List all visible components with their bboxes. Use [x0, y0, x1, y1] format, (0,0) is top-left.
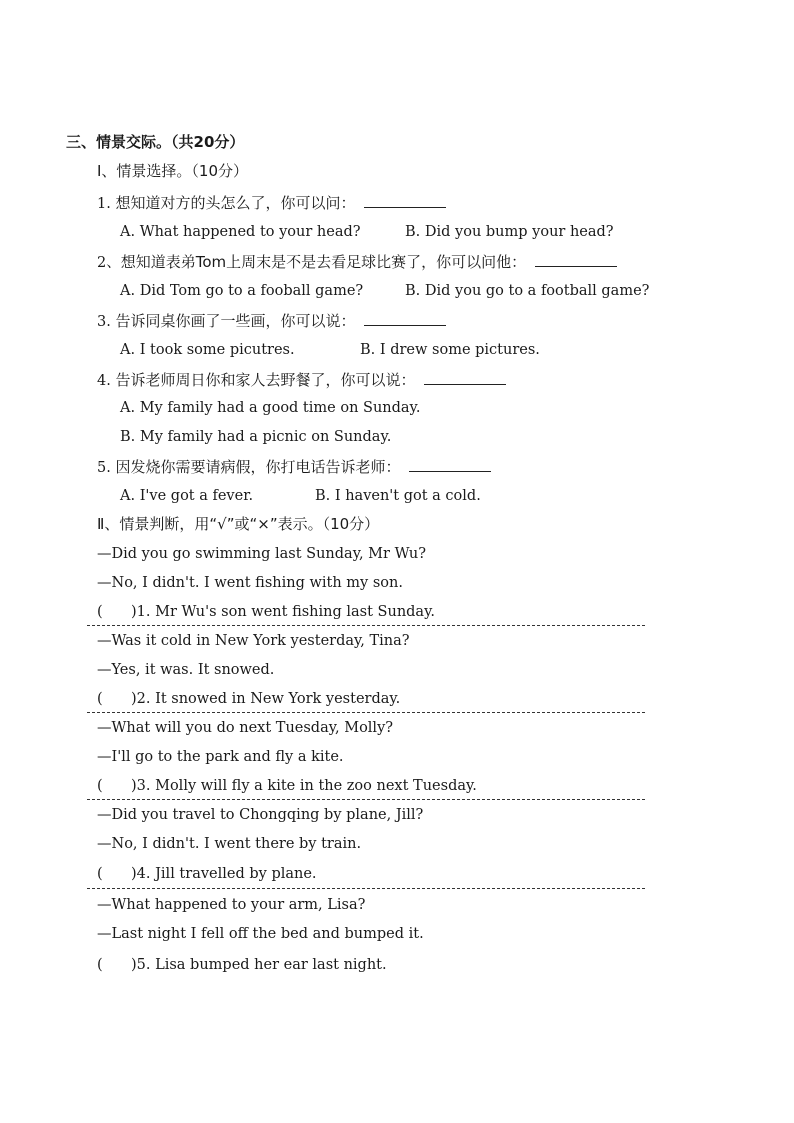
q4-number: 4. [97, 373, 111, 389]
judge4-line [97, 865, 317, 883]
judge1-line [97, 603, 435, 621]
dialog5-question: —What happened to your arm, Lisa? [97, 897, 366, 913]
q4-option-a: A. My family had a good time on Sunday. [120, 400, 421, 416]
section-title: 三、情景交际。（共20分） [66, 133, 245, 151]
q3-prompt: 告诉同桌你画了一些画，你可以说： [115, 312, 356, 330]
judge1-statement: )1. Mr Wu's son went fishing last Sunday. [131, 604, 435, 620]
q5-prompt-line [97, 457, 491, 477]
judge5-answer-bracket[interactable]: ( [97, 957, 103, 973]
q5-prompt: 因发烧你需要请病假，你打电话告诉老师： [115, 458, 401, 476]
q4-option-b: B. My family had a picnic on Sunday. [120, 429, 392, 445]
q1-prompt: 想知道对方的头怎么了，你可以问： [115, 194, 356, 212]
q3-number: 3. [97, 314, 111, 330]
judge3-statement: )3. Molly will fly a kite in the zoo next Tuesday. [131, 778, 477, 794]
q1-option-b: B. Did you bump your head? [405, 224, 614, 240]
divider-dashed [87, 712, 645, 713]
q2-prompt: 想知道表弟Tom上周末是不是去看足球比赛了，你可以问他： [120, 253, 527, 271]
q2-prompt-line [97, 252, 617, 272]
q1-answer-blank[interactable] [364, 193, 446, 208]
q2-option-b: B. Did you go to a football game? [405, 283, 650, 299]
q5-option-b: B. I haven't got a cold. [315, 488, 481, 504]
judge2-line [97, 690, 400, 708]
q3-answer-blank[interactable] [364, 311, 446, 326]
q3-option-b: B. I drew some pictures. [360, 342, 540, 358]
dialog4-reply: —No, I didn't. I went there by train. [97, 836, 362, 852]
dialog2-question: —Was it cold in New York yesterday, Tina? [97, 633, 410, 649]
dialog3-reply: —I'll go to the park and fly a kite. [97, 749, 344, 765]
judge3-answer-bracket[interactable]: ( [97, 778, 103, 794]
q1-prompt-line [97, 193, 446, 213]
dialog5-reply: —Last night I fell off the bed and bumped it. [97, 926, 424, 942]
q4-prompt: 告诉老师周日你和家人去野餐了，你可以说： [115, 371, 416, 389]
part1-title: Ⅰ、情景选择。（10分） [97, 162, 249, 180]
q4-answer-blank[interactable] [424, 370, 506, 385]
q3-prompt-line [97, 311, 446, 331]
judge2-answer-bracket[interactable]: ( [97, 691, 103, 707]
judge4-statement: )4. Jill travelled by plane. [131, 866, 317, 882]
judge3-line [97, 777, 477, 795]
q2-number: 2、 [97, 255, 121, 271]
divider-dashed [87, 799, 645, 800]
dialog1-reply: —No, I didn't. I went fishing with my son. [97, 575, 403, 591]
dialog1-question: —Did you go swimming last Sunday, Mr Wu? [97, 546, 426, 562]
dialog2-reply: —Yes, it was. It snowed. [97, 662, 275, 678]
dialog3-question: —What will you do next Tuesday, Molly? [97, 720, 394, 736]
judge1-answer-bracket[interactable]: ( [97, 604, 103, 620]
q5-number: 5. [97, 460, 111, 476]
q5-answer-blank[interactable] [409, 457, 491, 472]
q1-number: 1. [97, 196, 111, 212]
q2-option-a: A. Did Tom go to a fooball game? [120, 283, 364, 299]
part2-title: Ⅱ、情景判断，用“√”或“×”表示。（10分） [97, 515, 380, 533]
q1-option-a: A. What happened to your head? [120, 224, 361, 240]
divider-dashed [87, 888, 645, 889]
divider-dashed [87, 625, 645, 626]
judge4-answer-bracket[interactable]: ( [97, 866, 103, 882]
dialog4-question: —Did you travel to Chongqing by plane, Jill? [97, 807, 424, 823]
q4-prompt-line [97, 370, 506, 390]
judge5-line [97, 956, 387, 974]
judge5-statement: )5. Lisa bumped her ear last night. [131, 957, 387, 973]
q2-answer-blank[interactable] [535, 252, 617, 267]
q5-option-a: A. I've got a fever. [120, 488, 254, 504]
q3-option-a: A. I took some picutres. [120, 342, 295, 358]
judge2-statement: )2. It snowed in New York yesterday. [131, 691, 401, 707]
